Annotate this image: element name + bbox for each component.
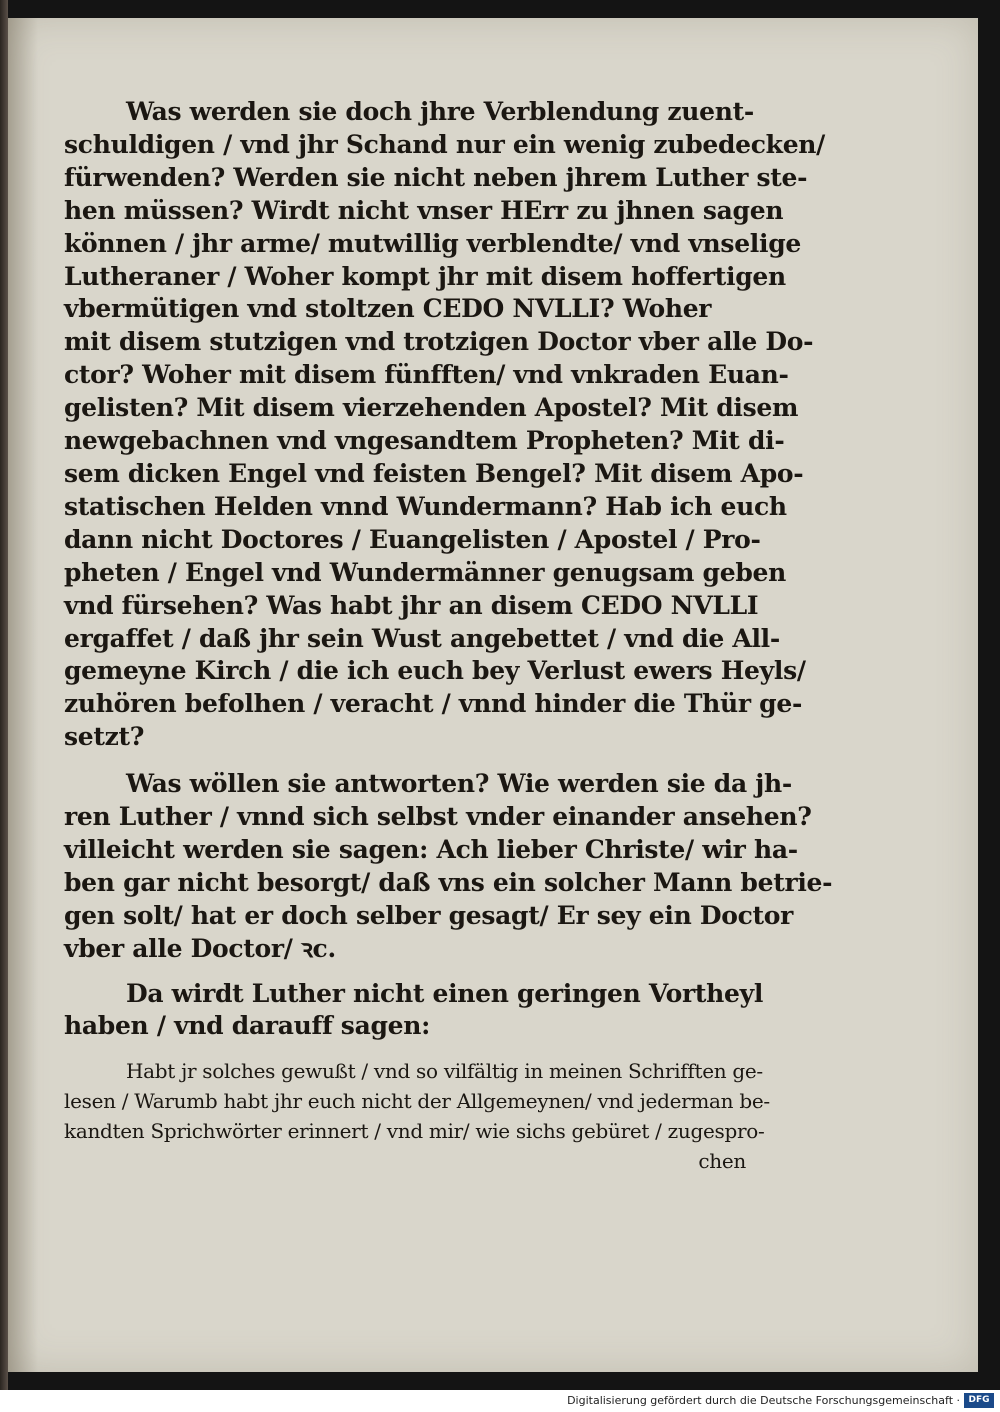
text-line: gen solt/ hat er doch selber gesagt/ Er sey ein Doctor — [64, 900, 794, 930]
text-line: ben gar nicht besorgt/ daß vns ein solcher Mann betrie- — [64, 867, 833, 897]
text-line: können / jhr arme/ mutwillig verblendte/ vnd vnselige — [64, 228, 801, 258]
paragraph-3 — [64, 978, 764, 1042]
text-line: gelisten? Mit disem vierzehenden Apostel? Mit disem — [64, 393, 799, 423]
text-line: newgebachnen vnd vngesandtem Propheten? Mit di- — [64, 426, 785, 456]
quote-line: lesen / Warumb habt jhr euch nicht der Allgemeynen/ vnd jederman be- — [64, 1088, 770, 1113]
text-line: zuhören befolhen / veracht / vnnd hinder die Thür ge- — [64, 689, 803, 719]
text-line: pheten / Engel vnd Wundermänner genugsam geben — [64, 557, 786, 587]
paragraph-1 — [64, 96, 826, 754]
text-line: schuldigen / vnd jhr Schand nur ein wenig zubedecken/ — [64, 129, 826, 159]
text-line: statischen Helden vnnd Wundermann? Hab ich euch — [64, 491, 787, 521]
text-line: gemeyne Kirch / die ich euch bey Verlust ewers Heyls/ — [64, 656, 806, 686]
text-line: Was wöllen sie antworten? Wie werden sie da jh- — [126, 769, 792, 799]
catchword: chen — [698, 1148, 746, 1173]
text-line: sem dicken Engel vnd feisten Bengel? Mit disem Apo- — [64, 458, 804, 488]
text-line: vnd fürsehen? Was habt jhr an disem CEDO NVLLI — [64, 590, 759, 620]
text-line: mit disem stutzigen vnd trotzigen Doctor vber alle Do- — [64, 327, 814, 357]
book-binding-edge — [0, 0, 8, 1390]
text-line: villeicht werden sie sagen: Ach lieber Christe/ wir ha- — [64, 834, 798, 864]
text-line: setzt? — [64, 722, 145, 752]
text-line: hen müssen? Wirdt nicht vnser HErr zu jhnen sagen — [64, 195, 784, 225]
text-line: vber alle Doctor/ ꝛc. — [64, 933, 336, 963]
quote-line: kandten Sprichwörter erinnert / vnd mir/ wie sichs gebüret / zugespro- — [64, 1118, 765, 1143]
quotation-block — [64, 1056, 770, 1176]
text-line: dann nicht Doctores / Euangelisten / Apostel / Pro- — [64, 524, 761, 554]
text-line: ergaffet / daß jhr sein Wust angebettet / vnd die All- — [64, 623, 780, 653]
funding-credit: Digitalisierung gefördert durch die Deutsche Forschungsgemeinschaft · — [567, 1394, 960, 1407]
text-line: ren Luther / vnnd sich selbst vnder einander ansehen? — [64, 802, 812, 832]
page-gutter-shadow — [8, 18, 38, 1372]
paragraph-2 — [64, 768, 833, 965]
footer-bar — [0, 1390, 1000, 1412]
text-line: vbermütigen vnd stoltzen CEDO NVLLI? Woher — [64, 294, 712, 324]
page-text — [64, 96, 833, 1176]
text-line: Lutheraner / Woher kompt jhr mit disem hoffertigen — [64, 261, 786, 291]
text-line: Da wirdt Luther nicht einen geringen Vortheyl — [126, 978, 764, 1008]
quote-line: Habt jr solches gewußt / vnd so vilfältig in meinen Schrifften ge- — [126, 1058, 763, 1083]
text-line: fürwenden? Werden sie nicht neben jhrem Luther ste- — [64, 162, 808, 192]
text-line: haben / vnd darauff sagen: — [64, 1010, 431, 1040]
dfg-logo: DFG — [964, 1393, 994, 1408]
text-line: ctor? Woher mit disem fünfften/ vnd vnkraden Euan- — [64, 360, 789, 390]
text-line: Was werden sie doch jhre Verblendung zuent- — [126, 97, 754, 126]
